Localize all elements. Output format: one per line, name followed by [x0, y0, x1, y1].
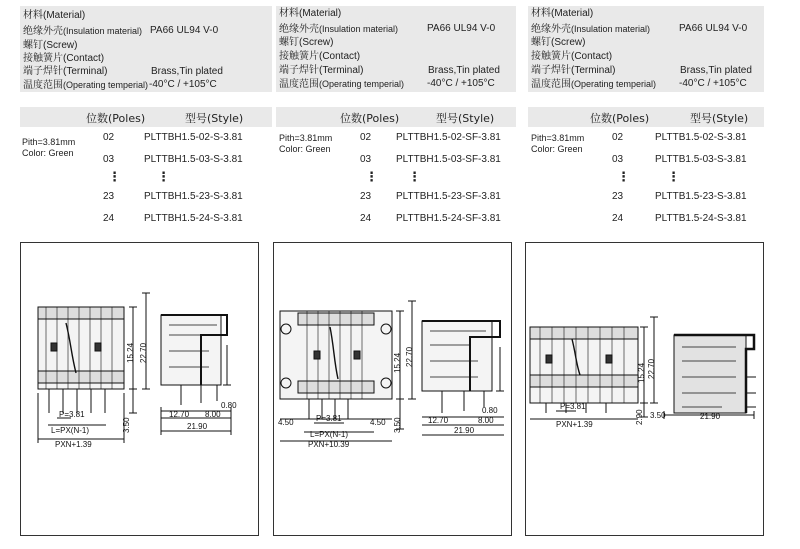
poles-cell: 24 — [612, 213, 624, 224]
ellipsis: ⋮ — [365, 169, 378, 184]
housing-row: 绝缘外壳(Insulation material) — [23, 26, 143, 37]
height-dim-1: 15.24 — [393, 352, 402, 373]
material-title: 材料(Material) — [279, 8, 342, 19]
connector-drawing-svg — [21, 243, 258, 535]
housing-value: PA66 UL94 V-0 — [150, 25, 219, 36]
depth-dim: 21.90 — [700, 412, 721, 421]
total-dim: PXN+1.39 — [556, 420, 593, 429]
terminal-value: Brass,Tin plated — [151, 66, 223, 77]
height-dim-2: 22.70 — [647, 358, 656, 379]
temp-row: 温度范围(Operating temperial) — [279, 79, 405, 90]
side-dim-2: 8.00 — [478, 416, 494, 425]
pin-dim: 2.90 — [635, 409, 644, 425]
terminal-value: Brass,Tin plated — [680, 65, 752, 76]
ellipsis: ⋮ — [617, 169, 630, 184]
pitch-dim: P=3.81 — [560, 402, 586, 411]
color-text: Color: Green — [22, 148, 74, 158]
technical-drawing-2 — [273, 242, 512, 536]
height-dim-1: 15.24 — [126, 342, 135, 363]
poles-cell: 03 — [612, 154, 624, 165]
height-dim-2: 22.70 — [139, 342, 148, 363]
pitch-text: Pith=3.81mm — [22, 137, 76, 147]
material-panel — [528, 6, 764, 92]
terminal-label: 端子焊针(Terminal) — [531, 65, 616, 76]
poles-cell: 24 — [103, 213, 115, 224]
style-cell: PLTTBH1.5-24-S-3.81 — [144, 213, 243, 224]
contact-label: 接触簧片(Contact) — [23, 53, 105, 64]
side-dim-1: 12.70 — [169, 410, 190, 419]
depth-dim: 21.90 — [454, 426, 475, 435]
length-dim: L=PX(N-1) — [51, 426, 90, 435]
pitch-text: Pith=3.81mm — [531, 133, 585, 143]
pin-dim: 3.50 — [122, 417, 131, 433]
connector-drawing-svg — [274, 243, 511, 535]
ellipsis: ⋮ — [667, 169, 680, 184]
poles-cell: 24 — [360, 213, 372, 224]
side-dim-1: 12.70 — [428, 416, 449, 425]
poles-cell: 23 — [612, 191, 624, 202]
poles-header: 位数(Poles) — [86, 112, 146, 125]
style-cell: PLTTBH1.5-24-SF-3.81 — [396, 213, 501, 224]
housing-row: 绝缘外壳(Insulation material) — [279, 24, 399, 35]
side-dim-2: 8.00 — [205, 410, 221, 419]
temp-row: 温度范围(Operating temperial) — [23, 80, 149, 91]
contact-label: 接触簧片(Contact) — [279, 51, 361, 62]
contact-label: 接触簧片(Contact) — [531, 51, 613, 62]
screw-label: 螺钉(Screw) — [279, 37, 334, 48]
material-panel — [20, 6, 272, 92]
height-dim-1: 15.24 — [637, 362, 646, 383]
material-title: 材料(Material) — [23, 10, 86, 21]
poles-cell: 02 — [360, 132, 372, 143]
style-cell: PLTTBH1.5-02-SF-3.81 — [396, 132, 501, 143]
style-header: 型号(Style) — [436, 112, 495, 125]
style-cell: PLTTB1.5-24-S-3.81 — [655, 213, 747, 224]
screw-label: 螺钉(Screw) — [23, 40, 78, 51]
material-panel — [276, 6, 516, 92]
pitch-dim: P=3.81 — [316, 414, 342, 423]
color-text: Color: Green — [531, 144, 583, 154]
poles-cell: 23 — [360, 191, 372, 202]
style-cell: PLTTBH1.5-03-S-3.81 — [144, 154, 243, 165]
style-cell: PLTTB1.5-02-S-3.81 — [655, 132, 747, 143]
temp-row: 温度范围(Operating temperial) — [531, 79, 657, 90]
style-cell: PLTTB1.5-03-S-3.81 — [655, 154, 747, 165]
material-title: 材料(Material) — [531, 8, 594, 19]
temp-value: -40°C / +105°C — [679, 78, 747, 89]
pitch-dim: P=3.81 — [59, 410, 85, 419]
offset-dim: 0.80 — [482, 406, 498, 415]
temp-value: -40°C / +105°C — [149, 79, 217, 90]
pin-dim: 3.50 — [393, 417, 402, 433]
depth-dim: 21.90 — [187, 422, 208, 431]
style-header: 型号(Style) — [690, 112, 749, 125]
poles-cell: 03 — [360, 154, 372, 165]
poles-cell: 02 — [612, 132, 624, 143]
screw-label: 螺钉(Screw) — [531, 37, 586, 48]
poles-header: 位数(Poles) — [590, 112, 650, 125]
total-dim: PXN+1.39 — [55, 440, 92, 449]
table-header — [528, 107, 764, 127]
style-cell: PLTTBH1.5-23-SF-3.81 — [396, 191, 501, 202]
height-dim-2: 22.70 — [405, 346, 414, 367]
pitch-text: Pith=3.81mm — [279, 133, 333, 143]
ellipsis: ⋮ — [408, 169, 421, 184]
terminal-label: 端子焊针(Terminal) — [279, 65, 364, 76]
offset-dim: 0.80 — [221, 401, 237, 410]
color-text: Color: Green — [279, 144, 331, 154]
total-dim: PXN+10.39 — [308, 440, 350, 449]
poles-cell: 02 — [103, 132, 115, 143]
housing-value: PA66 UL94 V-0 — [427, 23, 496, 34]
technical-drawing-1 — [20, 242, 259, 536]
ellipsis: ⋮ — [108, 169, 121, 184]
style-header: 型号(Style) — [185, 112, 244, 125]
poles-cell: 03 — [103, 154, 115, 165]
table-header — [20, 107, 272, 127]
temp-value: -40°C / +105°C — [427, 78, 495, 89]
terminal-label: 端子焊针(Terminal) — [23, 66, 108, 77]
edge-dim-1: 4.50 — [278, 418, 294, 427]
style-cell: PLTTBH1.5-03-SF-3.81 — [396, 154, 501, 165]
style-cell: PLTTBH1.5-02-S-3.81 — [144, 132, 243, 143]
housing-row: 绝缘外壳(Insulation material) — [531, 24, 651, 35]
poles-cell: 23 — [103, 191, 115, 202]
connector-drawing-svg — [526, 243, 763, 535]
length-dim: L=PX(N-1) — [310, 430, 349, 439]
housing-value: PA66 UL94 V-0 — [679, 23, 748, 34]
pin-dim-2: 3.50 — [650, 411, 666, 420]
poles-header: 位数(Poles) — [340, 112, 400, 125]
terminal-value: Brass,Tin plated — [428, 65, 500, 76]
style-cell: PLTTBH1.5-23-S-3.81 — [144, 191, 243, 202]
ellipsis: ⋮ — [157, 169, 170, 184]
edge-dim-2: 4.50 — [370, 418, 386, 427]
style-cell: PLTTB1.5-23-S-3.81 — [655, 191, 747, 202]
technical-drawing-3 — [525, 242, 764, 536]
table-header — [276, 107, 516, 127]
